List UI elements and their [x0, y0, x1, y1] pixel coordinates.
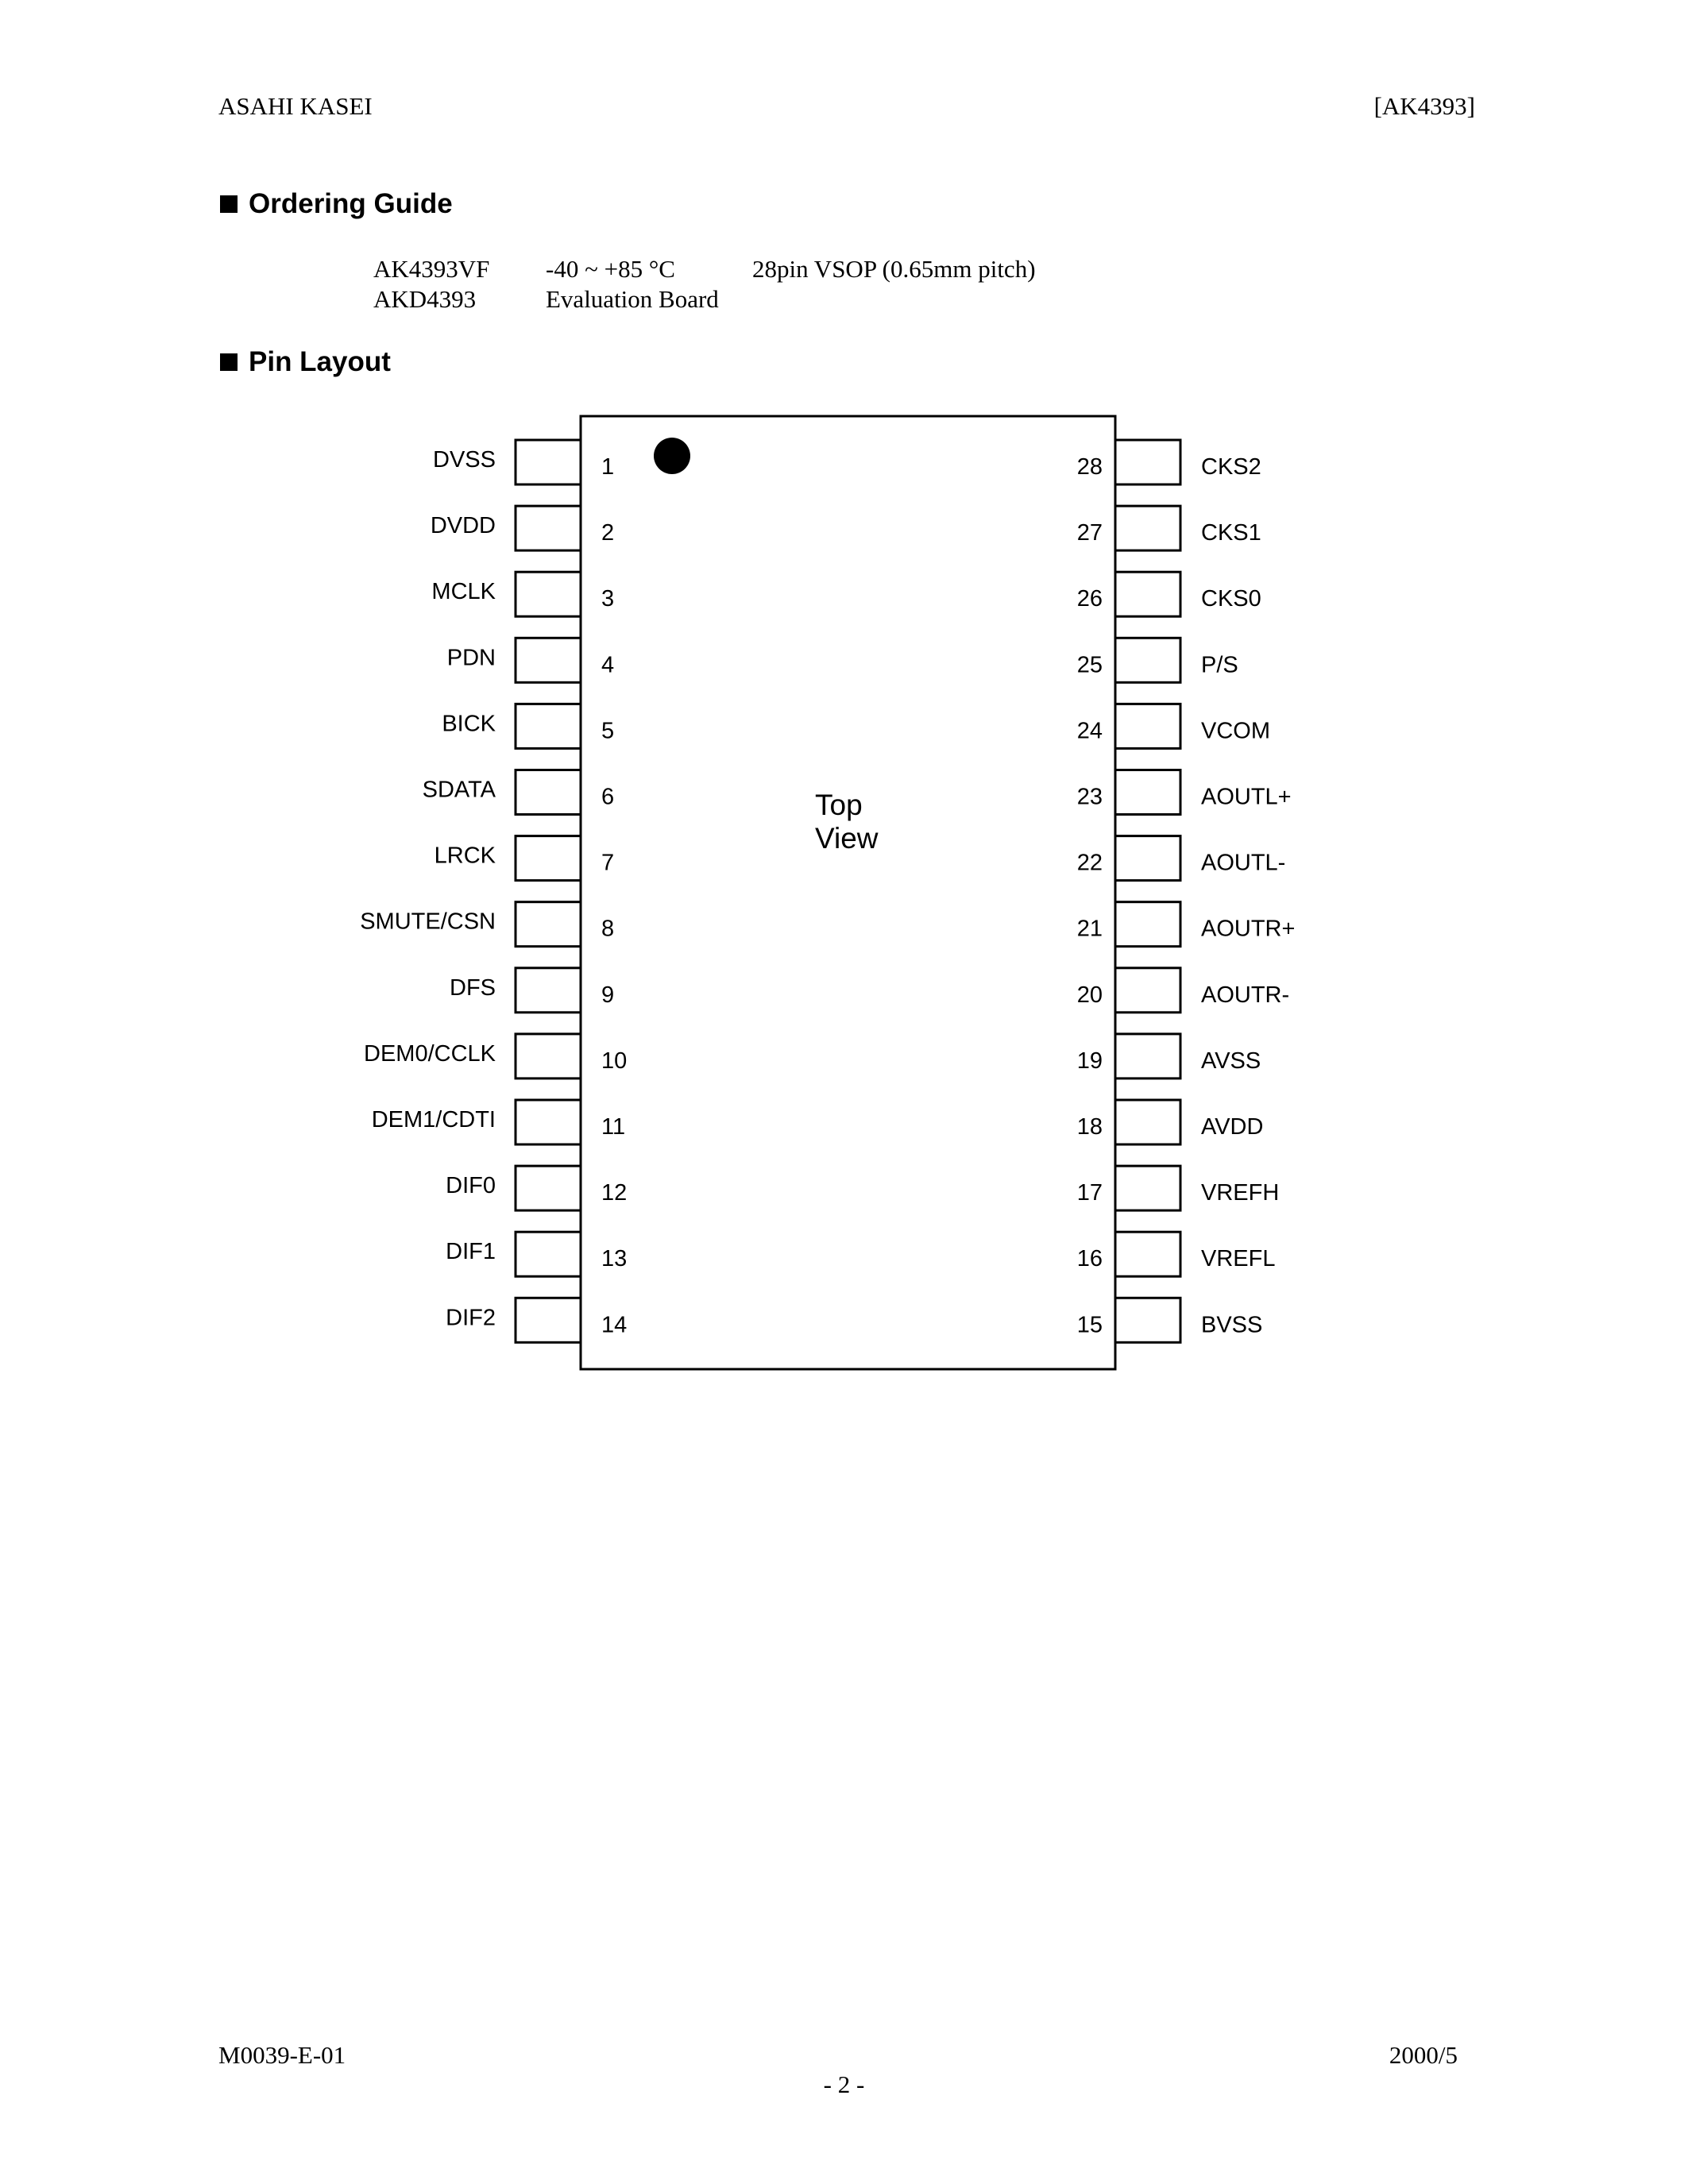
pin-left	[450, 968, 614, 1013]
pin-lead	[1115, 836, 1180, 881]
pin-left	[364, 1034, 627, 1078]
pin-name: VREFL	[1201, 1246, 1276, 1272]
pin-lead	[516, 1232, 581, 1276]
pin-number: 4	[601, 652, 615, 678]
pin-lead	[1115, 506, 1180, 550]
header-company: ASAHI KASEI	[218, 92, 373, 120]
pin-name: DIF2	[446, 1305, 496, 1331]
ordering-part: AK4393VF	[373, 255, 490, 283]
pin-lead	[1115, 638, 1180, 682]
pin-number: 18	[1076, 1114, 1103, 1140]
pin-name: LRCK	[434, 843, 496, 869]
pin-name: DIF0	[446, 1173, 496, 1199]
pin-right	[1077, 1100, 1264, 1144]
pin-name: DIF1	[446, 1239, 496, 1265]
pin-left	[446, 1166, 627, 1210]
pin-name: CKS0	[1201, 586, 1261, 612]
pin-name: SMUTE/CSN	[360, 909, 496, 935]
pin-number: 24	[1076, 718, 1103, 744]
pin-number: 8	[601, 916, 615, 942]
pin-right	[1077, 440, 1261, 484]
footer-doc-number: M0039-E-01	[218, 2041, 346, 2069]
pin-name: AOUTL-	[1201, 850, 1286, 876]
page-number: - 2 -	[823, 2070, 865, 2098]
pin-number: 22	[1076, 850, 1103, 876]
pin-name: PDN	[446, 645, 496, 671]
pin-lead	[516, 836, 581, 881]
pin-name: DVDD	[430, 513, 496, 539]
pin-name: DVSS	[433, 447, 496, 473]
pin-left	[442, 704, 614, 748]
pin-left	[435, 836, 615, 881]
top-view-label: View	[815, 822, 879, 855]
pin-right	[1077, 902, 1296, 947]
pin-lead	[1115, 1166, 1180, 1210]
pin-right	[1077, 704, 1270, 748]
pin-left	[446, 1232, 627, 1276]
ordering-part: AKD4393	[373, 285, 477, 313]
pin-name: MCLK	[431, 579, 496, 605]
pin-left	[423, 770, 615, 815]
ordering-temp: -40 ~ +85 °C	[546, 255, 675, 283]
top-view-label: Top	[815, 789, 863, 821]
pin-lead	[516, 1100, 581, 1144]
pin-name: BICK	[442, 711, 496, 737]
footer-date: 2000/5	[1389, 2041, 1458, 2069]
pin-lead	[516, 968, 581, 1013]
pin-lead	[1115, 704, 1180, 748]
pin-lead	[1115, 1232, 1180, 1276]
pin-lead	[516, 1298, 581, 1342]
pin-left	[447, 638, 614, 682]
pin-left	[360, 902, 614, 947]
ordering-guide-title: Ordering Guide	[249, 188, 453, 219]
ordering-temp: Evaluation Board	[546, 285, 719, 313]
pin-left	[446, 1298, 627, 1342]
pin-name: DEM1/CDTI	[371, 1107, 496, 1133]
pin-right	[1077, 968, 1289, 1013]
pin-number: 3	[601, 586, 615, 612]
pin-number: 1	[601, 454, 615, 480]
pin-name: VREFH	[1201, 1180, 1280, 1206]
pin-lead	[1115, 1298, 1180, 1342]
pin-lead	[516, 506, 581, 550]
pin-name: AOUTR-	[1201, 982, 1290, 1008]
pin-name: SDATA	[422, 777, 496, 803]
pin-name: AVSS	[1201, 1048, 1261, 1074]
pin1-indicator-dot	[654, 438, 690, 474]
pin-right	[1077, 1034, 1261, 1078]
pin-lead	[516, 770, 581, 815]
ordering-package: 28pin VSOP (0.65mm pitch)	[752, 255, 1036, 283]
pin-lead	[516, 572, 581, 616]
pin-number: 28	[1076, 454, 1103, 480]
pin-lead	[1115, 770, 1180, 815]
pin-lead	[1115, 1034, 1180, 1078]
pin-number: 10	[601, 1048, 628, 1074]
pin-right	[1077, 638, 1238, 682]
pin-number: 12	[601, 1180, 628, 1206]
pin-left	[431, 506, 614, 550]
pin-lead	[516, 704, 581, 748]
pin-right	[1077, 506, 1261, 550]
pin-name: DFS	[450, 974, 496, 1001]
pin-name: CKS1	[1201, 520, 1261, 546]
pin-lead	[516, 1166, 581, 1210]
pin-lead	[1115, 968, 1180, 1013]
pin-lead	[516, 440, 581, 484]
pin-name: DEM0/CCLK	[364, 1040, 496, 1067]
pin-name: BVSS	[1201, 1312, 1263, 1338]
pin-name: P/S	[1201, 652, 1238, 678]
pin-lead	[1115, 440, 1180, 484]
pin-number: 5	[601, 718, 615, 744]
pin-right	[1077, 572, 1261, 616]
pin-number: 23	[1076, 784, 1103, 810]
pin-number: 21	[1076, 916, 1103, 942]
pin-name: AOUTR+	[1201, 916, 1296, 942]
pin-number: 16	[1076, 1246, 1103, 1272]
pin-number: 7	[601, 850, 615, 876]
pin-layout-title: Pin Layout	[249, 346, 391, 377]
pin-name: AOUTL+	[1201, 784, 1292, 810]
pin-number: 2	[601, 520, 615, 546]
pin-number: 14	[601, 1312, 628, 1338]
pin-number: 27	[1076, 520, 1103, 546]
pin-right	[1077, 836, 1286, 881]
pin-number: 13	[601, 1246, 628, 1272]
right-pin-group	[1077, 440, 1296, 1342]
pin-lead	[516, 902, 581, 947]
pin-right	[1077, 1232, 1276, 1276]
pin-number: 11	[601, 1114, 626, 1140]
pin-number: 20	[1076, 982, 1103, 1008]
pin-right	[1077, 1298, 1263, 1342]
pin-left	[372, 1100, 625, 1144]
pin-right	[1077, 1166, 1280, 1210]
left-pin-group	[360, 440, 627, 1342]
pin-left	[431, 572, 614, 616]
pin-left	[433, 440, 614, 484]
pin-number: 19	[1076, 1048, 1103, 1074]
pin-number: 26	[1076, 586, 1103, 612]
pin-lead	[1115, 902, 1180, 947]
pin-name: CKS2	[1201, 454, 1261, 480]
header-part-ref: [AK4393]	[1373, 92, 1475, 120]
pin-name: VCOM	[1201, 718, 1270, 744]
pin-lead	[1115, 1100, 1180, 1144]
pin-lead	[516, 1034, 581, 1078]
pin-name: AVDD	[1201, 1114, 1264, 1140]
pin-lead	[1115, 572, 1180, 616]
ic-body	[581, 416, 1115, 1369]
pin-number: 9	[601, 982, 615, 1008]
pin-lead	[516, 638, 581, 682]
pin-number: 6	[601, 784, 615, 810]
pin-number: 15	[1076, 1312, 1103, 1338]
pin-number: 17	[1076, 1180, 1103, 1206]
pin-right	[1077, 770, 1292, 815]
pin-number: 25	[1076, 652, 1103, 678]
